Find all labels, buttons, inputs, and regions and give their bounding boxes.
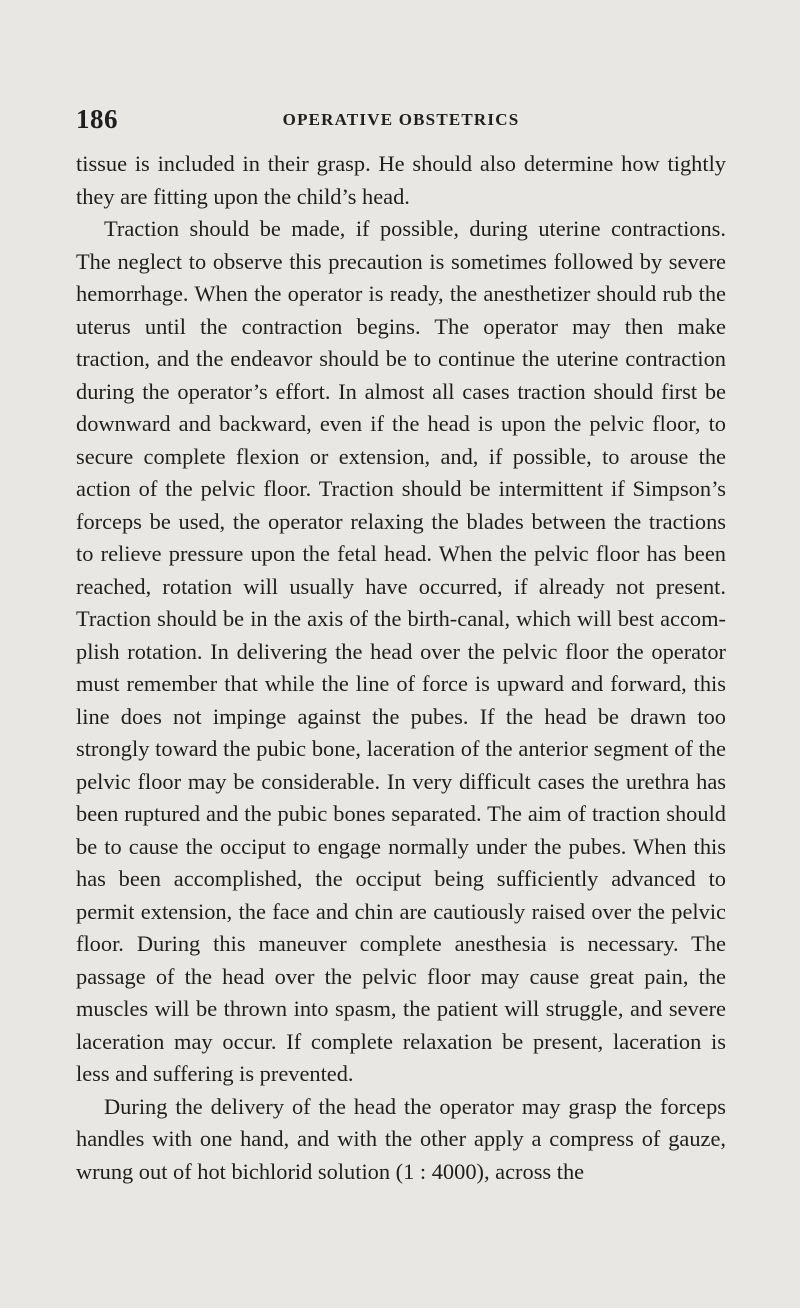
paragraph-3: During the delivery of the head the operator may grasp the forceps handles with one hand, and with the other apply a compress of gauze, wrung out of hot bichlorid solution (1 : 4000), across the xyxy=(76,1093,726,1184)
body-text xyxy=(76,148,726,1188)
running-title: OPERATIVE OBSTETRICS xyxy=(282,110,520,129)
running-head xyxy=(76,104,726,134)
paragraph-1: tissue is included in their grasp. He should also determine how tightly they are fitting upon the child’s head. xyxy=(76,151,726,209)
paragraph-2: Traction should be made, if possible, during uterine contractions. The neglect to observe this precaution is sometimes followed by severe hemorrhage. When the operator is ready, the anesthetizer should rub the uterus until the contraction begins. The operator may then make traction, and the endeavor should be to continue the uterine contraction during the operator’s effort. In almost all cases traction should first be downward and backward, even if the head is upon the pelvic floor, to secure complete flexion or extension, and, if possible, to arouse the action of the pelvic floor. Traction should be intermittent if Simpson’s forceps be used, the operator relaxing the blades between the tractions to relieve pressure upon the fetal head. When the pelvic floor has been reached, rotation will usually have occurred, if already not present. Traction should be in the axis of the birth-canal, which will best accomplish rotation. In delivering the head over the pelvic floor the operator must remember that while the line of force is upward and forward, this line does not impinge against the pubes. If the head be drawn too strongly toward the pubic bone, laceration of the anterior segment of the pelvic floor may be considerable. In very difficult cases the urethra has been ruptured and the pubic bones separated. The aim of traction should be to cause the occiput to engage normally under the pubes. When this has been accomplished, the occiput being sufficiently advanced to permit extension, the face and chin are cautiously raised over the pelvic floor. During this maneuver complete anesthesia is necessary. The passage of the head over the pelvic floor may cause great pain, the muscles will be thrown into spasm, the patient will struggle, and severe laceration may occur. If complete relaxation be present, laceration is less and suffering is prevented. xyxy=(76,216,726,1086)
page-number: 186 xyxy=(76,104,118,134)
